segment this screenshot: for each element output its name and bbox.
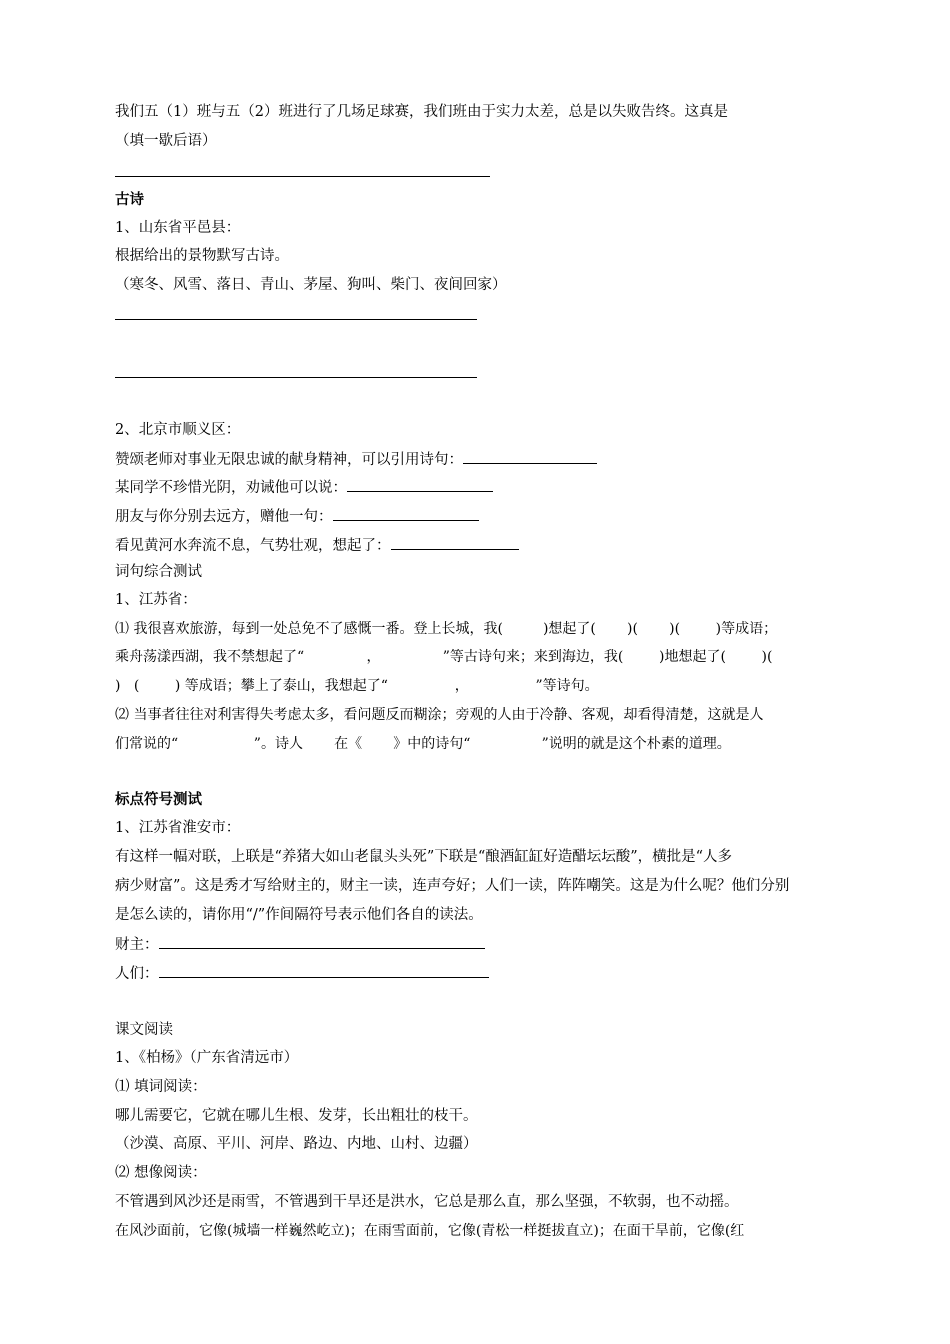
answer-blank[interactable] bbox=[463, 448, 597, 464]
text-line: （填一歇后语） bbox=[115, 133, 217, 149]
text-line: 根据给出的景物默写古诗。 bbox=[115, 248, 289, 264]
section-heading-punctuation: 标点符号测试 bbox=[115, 791, 202, 808]
text-line: ⑴ 填词阅读： bbox=[115, 1079, 207, 1095]
answer-blank[interactable] bbox=[391, 534, 519, 550]
text-line: 有这样一幅对联，上联是“养猪大如山老鼠头头死”下联是“酿酒缸缸好造醋坛坛酸”，横批是“人多 bbox=[115, 849, 733, 865]
answer-blank-line[interactable] bbox=[115, 176, 490, 177]
text-line: 在风沙面前，它像(城墙一样巍然屹立)；在雨雪面前，它像(青松一样挺拔直立)；在面干旱前，它像(红 bbox=[115, 1223, 745, 1239]
text-line: ⑵ 想像阅读： bbox=[115, 1165, 207, 1181]
prompt-text: 人们： bbox=[115, 966, 159, 982]
section-heading-reading: 课文阅读 bbox=[115, 1022, 173, 1038]
question-label: 2、北京市顺义区： bbox=[115, 422, 241, 438]
prompt-text: 朋友与你分别去远方，赠他一句： bbox=[115, 509, 333, 525]
question-label: 1、山东省平邑县： bbox=[115, 220, 241, 236]
text-line bbox=[115, 505, 860, 525]
answer-blank[interactable] bbox=[333, 505, 479, 521]
text-line bbox=[115, 448, 860, 468]
text-line: 们常说的“ ”。诗人 在《 》中的诗句“ ”说明的就是这个朴素的道理。 bbox=[115, 736, 731, 752]
answer-blank-line[interactable] bbox=[115, 377, 477, 378]
prompt-text: 赞颂老师对事业无限忠诚的献身精神，可以引用诗句： bbox=[115, 452, 463, 468]
text-line: 我们五（1）班与五（2）班进行了几场足球赛，我们班由于实力太差，总是以失败告终。这真是 bbox=[115, 104, 728, 120]
prompt-text: 看见黄河水奔流不息，气势壮观，想起了： bbox=[115, 538, 391, 554]
text-line: 乘舟荡漾西湖，我不禁想起了“ ， ”等古诗句来；来到海边，我( )地想起了( )( bbox=[115, 649, 773, 665]
text-line: ⑴ 我很喜欢旅游，每到一处总免不了感慨一番。登上长城，我( )想起了( )( )( )等成语； bbox=[115, 621, 778, 637]
text-line bbox=[115, 476, 860, 496]
text-line: ) ( ) 等成语；攀上了泰山，我想起了“ ， ”等诗句。 bbox=[115, 678, 599, 694]
answer-blank-line[interactable] bbox=[115, 319, 477, 320]
question-label: 1、江苏省： bbox=[115, 592, 197, 608]
prompt-text: 财主： bbox=[115, 937, 159, 953]
text-line: 是怎么读的，请你用“/”作间隔符号表示他们各自的读法。 bbox=[115, 907, 483, 923]
section-heading-sentence-test: 词句综合测试 bbox=[115, 564, 202, 580]
text-line bbox=[115, 534, 860, 554]
text-line bbox=[115, 962, 860, 982]
question-label: 1、江苏省淮安市： bbox=[115, 820, 241, 836]
text-line: 不管遇到风沙还是雨雪，不管遇到干旱还是洪水，它总是那么直，那么坚强，不软弱，也不动摇。 bbox=[115, 1194, 739, 1210]
answer-blank[interactable] bbox=[159, 962, 489, 978]
text-line: 哪儿需要它，它就在哪儿生根、发芽，长出粗壮的枝干。 bbox=[115, 1108, 478, 1124]
text-line: （沙漠、高原、平川、河岸、路边、内地、山村、边疆） bbox=[115, 1136, 478, 1152]
section-heading-poetry: 古诗 bbox=[115, 191, 144, 208]
text-line bbox=[115, 933, 860, 953]
text-line: ⑵ 当事者往往对利害得失考虑太多，看问题反而糊涂；旁观的人由于冷静、客观，却看得清楚，这就是人 bbox=[115, 707, 764, 723]
prompt-text: 某同学不珍惜光阴，劝诫他可以说： bbox=[115, 480, 347, 496]
answer-blank[interactable] bbox=[347, 476, 493, 492]
text-line: （寒冬、风雪、落日、青山、茅屋、狗叫、柴门、夜间回家） bbox=[115, 277, 507, 293]
answer-blank[interactable] bbox=[159, 933, 485, 949]
question-label: 1、《柏杨》（广东省清远市） bbox=[115, 1050, 299, 1066]
text-line: 病少财富”。这是秀才写给财主的，财主一读，连声夸好；人们一读，阵阵嘲笑。这是为什么呢？他们分别 bbox=[115, 878, 790, 894]
